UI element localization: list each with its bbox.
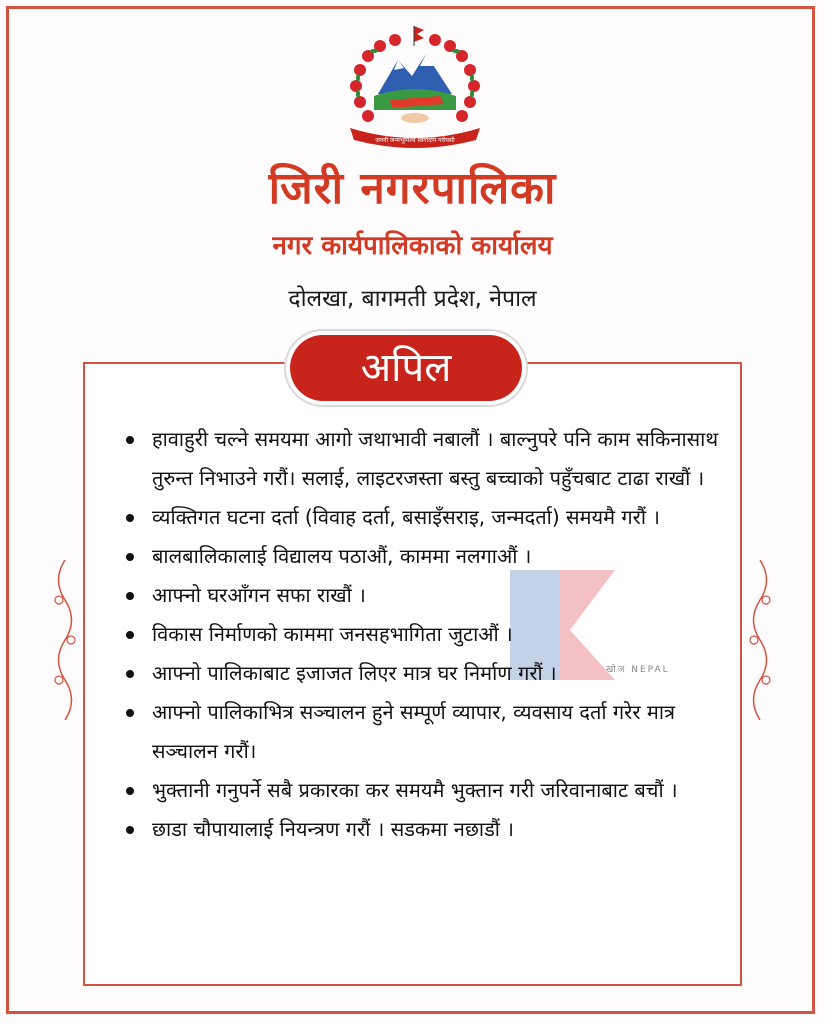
list-item: भुक्तानी गनुपर्ने सबै प्रकारका कर समयमै भुक्तान गरी जरिवानाबाट बचौं ।	[124, 771, 724, 810]
list-item: छाडा चौपायालाई नियन्त्रण गरौं । सडकमा नछाडौं ।	[124, 810, 724, 849]
appeal-list	[124, 420, 724, 849]
page-title: जिरी नगरपालिका	[268, 163, 557, 214]
bullet-icon	[126, 787, 134, 795]
appeal-heading: अपिल	[290, 335, 522, 401]
left-ornament-icon	[50, 560, 80, 720]
list-item: हावाहुरी चल्ने समयमा आगो जथाभावी नबालौं । बाल्नुपरे पनि काम सकिनासाथ तुरुन्त निभाउने गरौं। सलाई, लाइटरजस्ता बस्तु बच्चाको पहुँचबाट टाढा राखौं ।	[124, 420, 724, 498]
emblem-motto: जननी जन्मभूमिश्च स्वर्गादपि गरीयसी	[375, 137, 455, 144]
location-text: दोलखा, बागमती प्रदेश, नेपाल	[288, 286, 537, 312]
bullet-icon	[126, 826, 134, 834]
list-item: आफ्नो घरआँगन सफा राखौं ।	[124, 576, 724, 615]
bullet-icon	[126, 670, 134, 678]
list-item: व्यक्तिगत घटना दर्ता (विवाह दर्ता, बसाइँसराइ, जन्मदर्ता) समयमै गरौं ।	[124, 498, 724, 537]
bullet-icon	[126, 631, 134, 639]
list-item: विकास निर्माणको काममा जनसहभागिता जुटाऔं ।	[124, 615, 724, 654]
list-item: आफ्नो पालिकाभित्र सञ्चालन हुने सम्पूर्ण व्यापार, व्यवसाय दर्ता गरेर मात्र सञ्चालन गरौं।	[124, 693, 724, 771]
right-ornament-icon	[745, 560, 775, 720]
office-subtitle: नगर कार्यपालिकाको कार्यालय	[272, 231, 553, 261]
nepal-emblem-icon	[340, 24, 490, 154]
bullet-icon	[126, 709, 134, 717]
bullet-icon	[126, 592, 134, 600]
list-item: बालबालिकालाई विद्यालय पठाऔं, काममा नलगाऔं ।	[124, 537, 724, 576]
bullet-icon	[126, 436, 134, 444]
watermark-text: खोज NEPAL	[606, 665, 670, 675]
bullet-icon	[126, 514, 134, 522]
list-item: आफ्नो पालिकाबाट इजाजत लिएर मात्र घर निर्माण गरौं ।	[124, 654, 724, 693]
bullet-icon	[126, 553, 134, 561]
